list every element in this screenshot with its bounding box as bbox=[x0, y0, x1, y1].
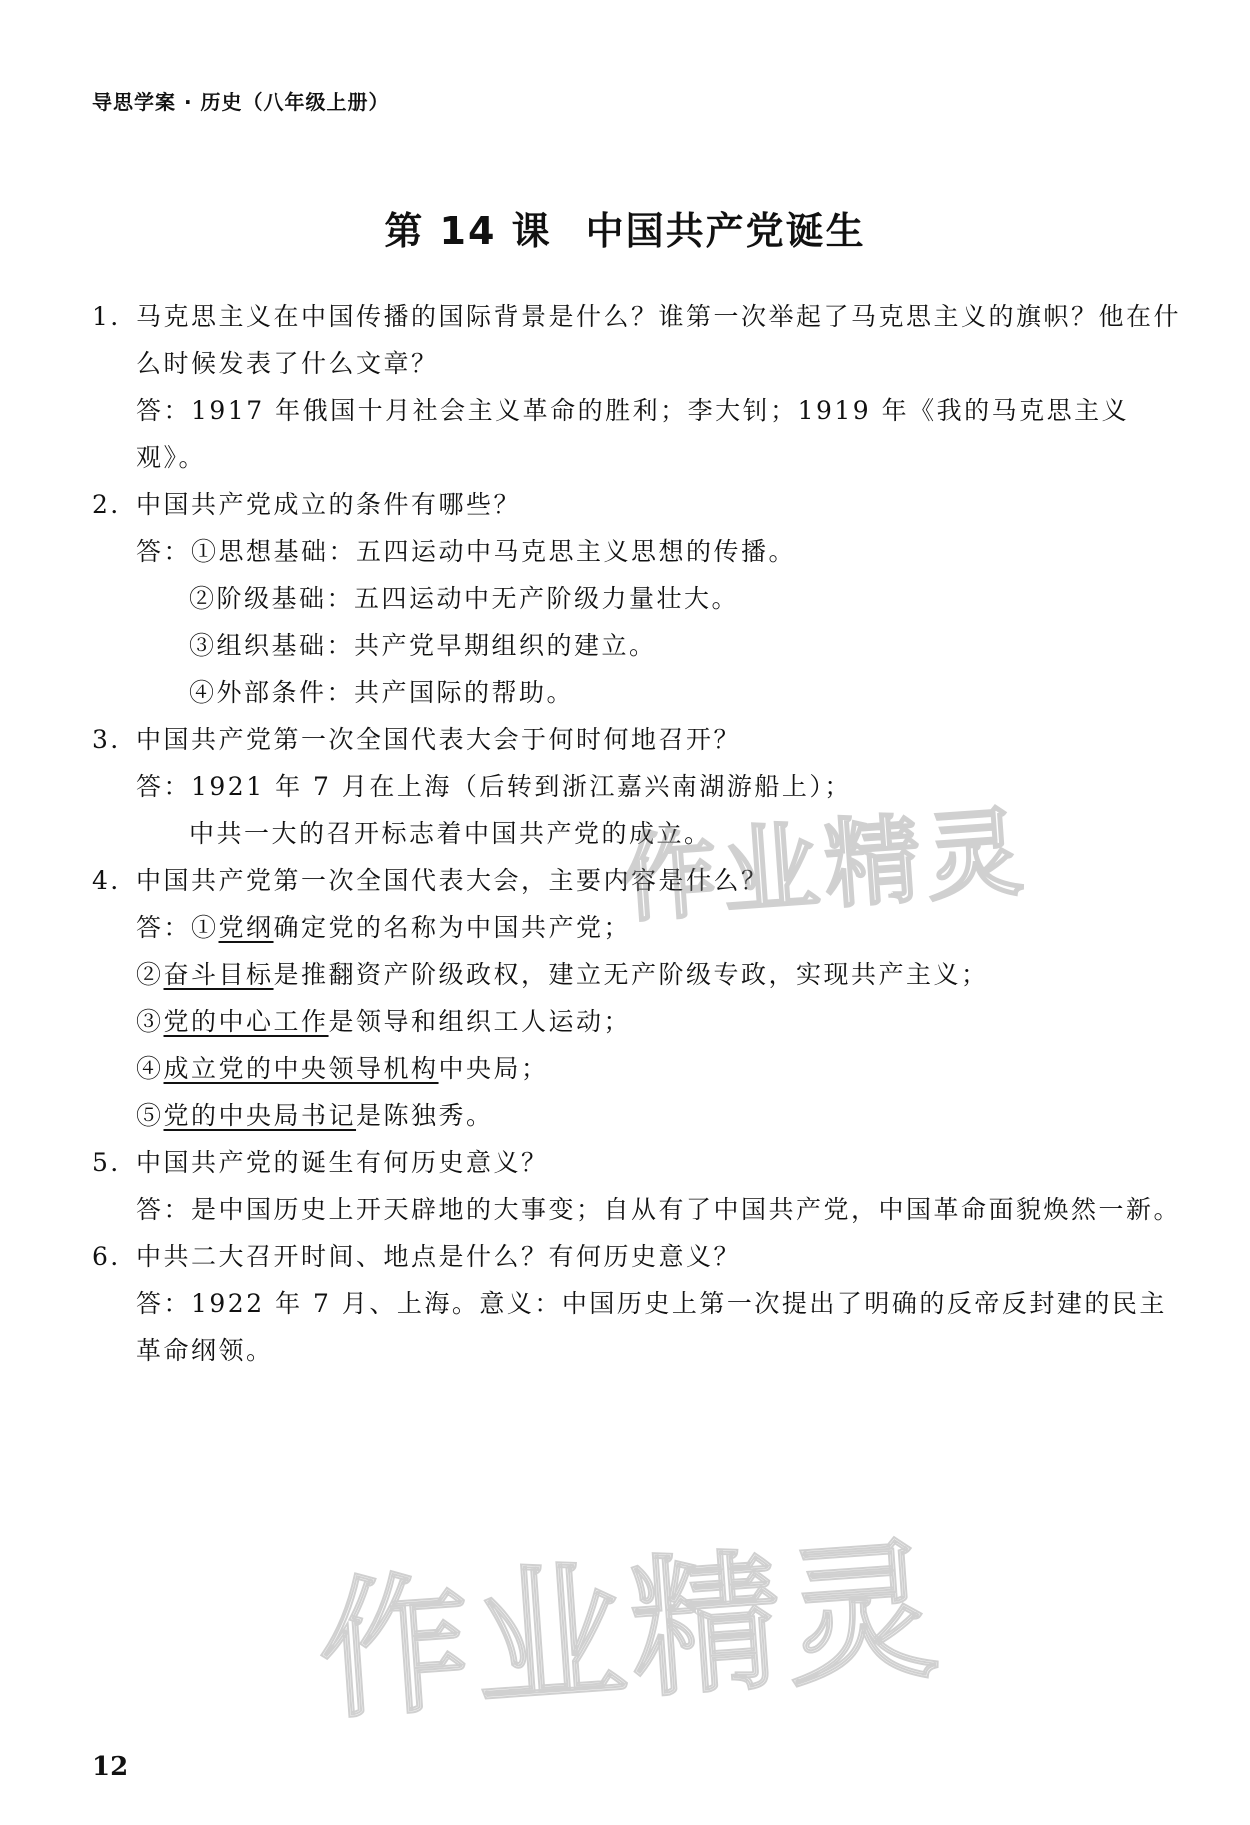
answer-2-line: 答：①思想基础：五四运动中马克思主义思想的传播。 bbox=[136, 537, 797, 566]
question-3: 3．中国共产党第一次全国代表大会于何时何地召开？ bbox=[92, 725, 742, 754]
answer-4-line: 答：①党纲确定党的名称为中国共产党； bbox=[136, 913, 632, 942]
lesson-number: 第 14 课 bbox=[384, 209, 552, 253]
answer-4-line: ④成立党的中央领导机构中央局； bbox=[136, 1054, 549, 1083]
question-list bbox=[92, 293, 1192, 1374]
book-header: 导思学案 · 历史（八年级上册） bbox=[92, 90, 390, 114]
question-text: 中国共产党成立的条件有哪些？ bbox=[136, 490, 522, 519]
lesson-name: 中国共产党诞生 bbox=[585, 209, 866, 253]
question-1: 1．马克思主义在中国传播的国际背景是什么？谁第一次举起了马克思主义的旗帜？他在什么时候发表了什么文章？ bbox=[92, 302, 1182, 378]
answer-4-line: ⑤党的中央局书记是陈独秀。 bbox=[136, 1101, 494, 1130]
answer-4-line: ③党的中心工作是领导和组织工人运动； bbox=[136, 1007, 632, 1036]
key-term: 成立党的中央领导机构 bbox=[163, 1054, 439, 1083]
watermark: 作业精灵 bbox=[617, 795, 1032, 937]
question-text: 中国共产党的诞生有何历史意义？ bbox=[136, 1148, 549, 1177]
lesson-title bbox=[0, 200, 1250, 255]
key-term: 奋斗目标 bbox=[163, 960, 274, 989]
answer-4-line: ②奋斗目标是推翻资产阶级政权，建立无产阶级专政，实现共产主义； bbox=[136, 960, 989, 989]
answer-3-line: 答：1921 年 7 月在上海（后转到浙江嘉兴南湖游船上）； bbox=[136, 772, 852, 801]
answer-1: 答：1917 年俄国十月社会主义革命的胜利；李大钊；1919 年《我的马克思主义观》。 bbox=[136, 396, 1130, 472]
key-term: 党的中央局书记 bbox=[163, 1101, 357, 1130]
page-number: 12 bbox=[92, 1752, 129, 1782]
answer-6: 答：1922 年 7 月、上海。意义：中国历史上第一次提出了明确的反帝反封建的民主革命纲领。 bbox=[136, 1289, 1167, 1365]
answer-2-line: ③组织基础：共产党早期组织的建立。 bbox=[189, 631, 657, 660]
question-text: 马克思主义在中国传播的国际背景是什么？谁第一次举起了马克思主义的旗帜？他在什么时候发表了什么文章？ bbox=[136, 302, 1182, 378]
question-text: 中国共产党第一次全国代表大会，主要内容是什么？ bbox=[136, 866, 769, 895]
question-6: 6．中共二大召开时间、地点是什么？有何历史意义？ bbox=[92, 1242, 742, 1271]
answer-2-line: ②阶级基础：五四运动中无产阶级力量壮大。 bbox=[189, 584, 740, 613]
watermark: 作业精灵 bbox=[313, 1523, 949, 1741]
answer-2-line: ④外部条件：共产国际的帮助。 bbox=[189, 678, 575, 707]
question-4: 4．中国共产党第一次全国代表大会，主要内容是什么？ bbox=[92, 866, 769, 895]
answer-3-line: 中共一大的召开标志着中国共产党的成立。 bbox=[189, 819, 712, 848]
question-5: 5．中国共产党的诞生有何历史意义？ bbox=[92, 1148, 549, 1177]
key-term: 党的中心工作 bbox=[163, 1007, 329, 1036]
key-term: 党纲 bbox=[218, 913, 274, 942]
answer-5: 答：是中国历史上开天辟地的大事变；自从有了中国共产党，中国革命面貌焕然一新。 bbox=[136, 1195, 1182, 1224]
question-text: 中国共产党第一次全国代表大会于何时何地召开？ bbox=[136, 725, 742, 754]
question-2: 2．中国共产党成立的条件有哪些？ bbox=[92, 490, 522, 519]
question-text: 中共二大召开时间、地点是什么？有何历史意义？ bbox=[136, 1242, 742, 1271]
